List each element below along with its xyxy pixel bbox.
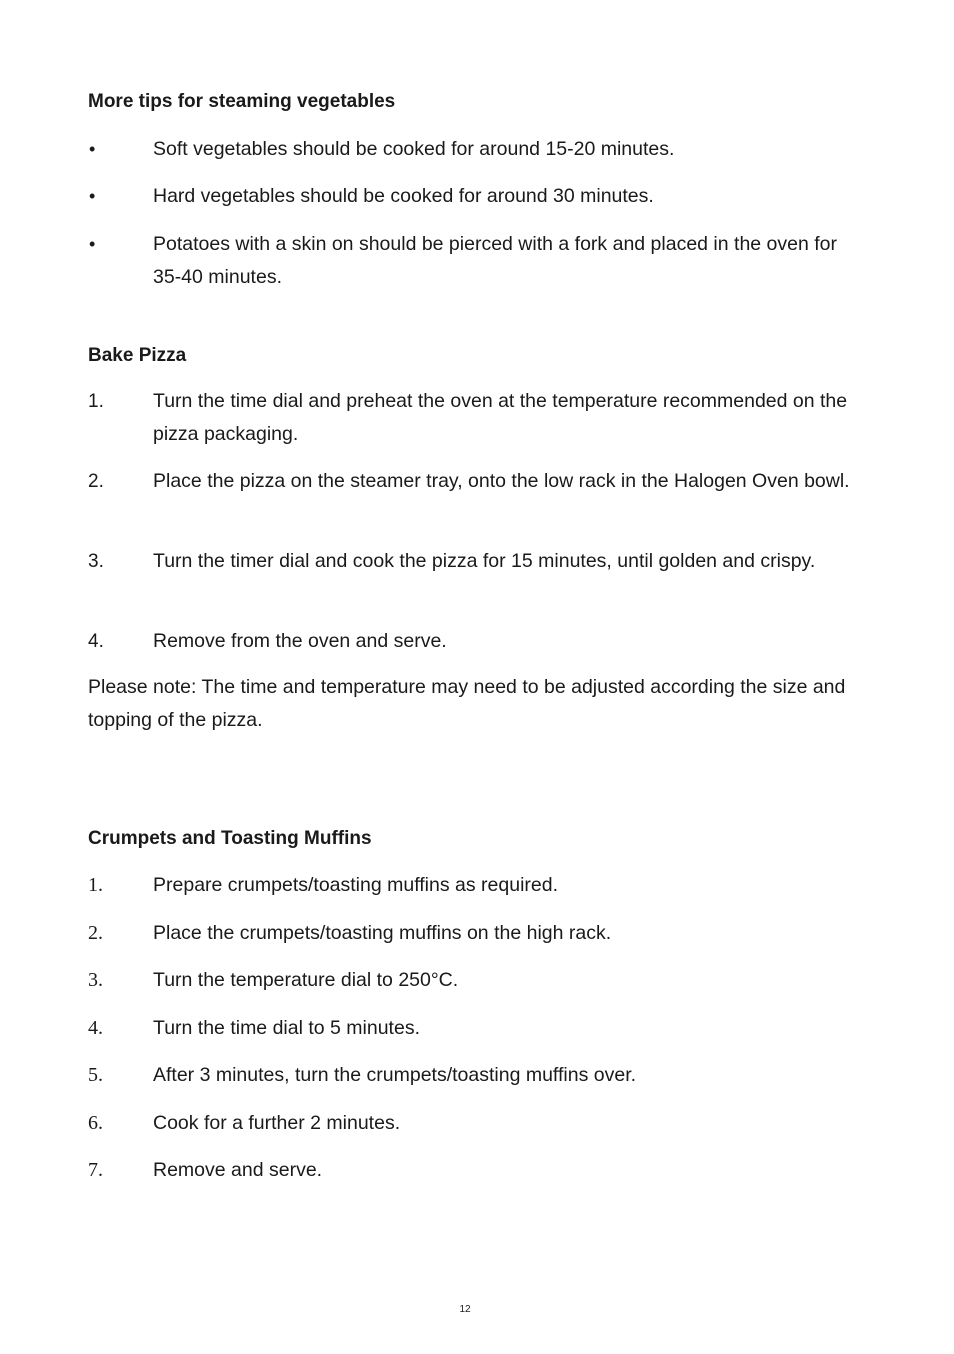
- step-text: Place the crumpets/toasting muffins on the high rack.: [153, 922, 612, 944]
- step-text: Place the pizza on the steamer tray, onto the low rack in the Halogen Oven bowl.: [153, 470, 850, 492]
- bullet-marker: •: [89, 139, 96, 159]
- step-number: 6.: [88, 1112, 103, 1134]
- step-number: 1.: [88, 391, 104, 412]
- steaming-tip-text: Soft vegetables should be cooked for around 15-20 minutes.: [153, 138, 675, 160]
- steaming-tips-heading: More tips for steaming vegetables: [88, 91, 396, 112]
- bake-pizza-heading: Bake Pizza: [88, 345, 187, 366]
- step-text: Remove from the oven and serve.: [153, 630, 447, 652]
- step-number: 2.: [88, 471, 104, 492]
- step-text: Turn the time dial and preheat the oven at the temperature recommended on the pizza packaging.: [153, 390, 848, 445]
- step-number: 3.: [88, 969, 103, 991]
- step-text: Cook for a further 2 minutes.: [153, 1112, 401, 1134]
- steaming-tip-text: Hard vegetables should be cooked for around 30 minutes.: [153, 185, 654, 207]
- step-number: 4.: [88, 1017, 103, 1039]
- bullet-marker: •: [89, 234, 96, 254]
- step-text: Turn the temperature dial to 250°C.: [153, 969, 459, 991]
- step-text: Turn the timer dial and cook the pizza for 15 minutes, until golden and crispy.: [153, 550, 816, 572]
- step-number: 3.: [88, 551, 104, 572]
- pizza-note: Please note: The time and temperature may need to be adjusted according the size and topping of the pizza.: [88, 676, 846, 731]
- steaming-tip-text: Potatoes with a skin on should be pierced with a fork and placed in the oven for 35-40 minutes.: [153, 233, 838, 288]
- step-number: 7.: [88, 1159, 103, 1181]
- step-number: 1.: [88, 874, 103, 896]
- page-number: 12: [459, 1304, 471, 1315]
- step-number: 4.: [88, 631, 104, 652]
- step-text: Prepare crumpets/toasting muffins as required.: [153, 874, 559, 896]
- step-text: After 3 minutes, turn the crumpets/toasting muffins over.: [153, 1064, 637, 1086]
- step-number: 2.: [88, 922, 103, 944]
- step-text: Remove and serve.: [153, 1159, 323, 1181]
- step-number: 5.: [88, 1064, 103, 1086]
- bullet-marker: •: [89, 186, 96, 206]
- step-text: Turn the time dial to 5 minutes.: [153, 1017, 420, 1039]
- crumpets-heading: Crumpets and Toasting Muffins: [88, 828, 372, 849]
